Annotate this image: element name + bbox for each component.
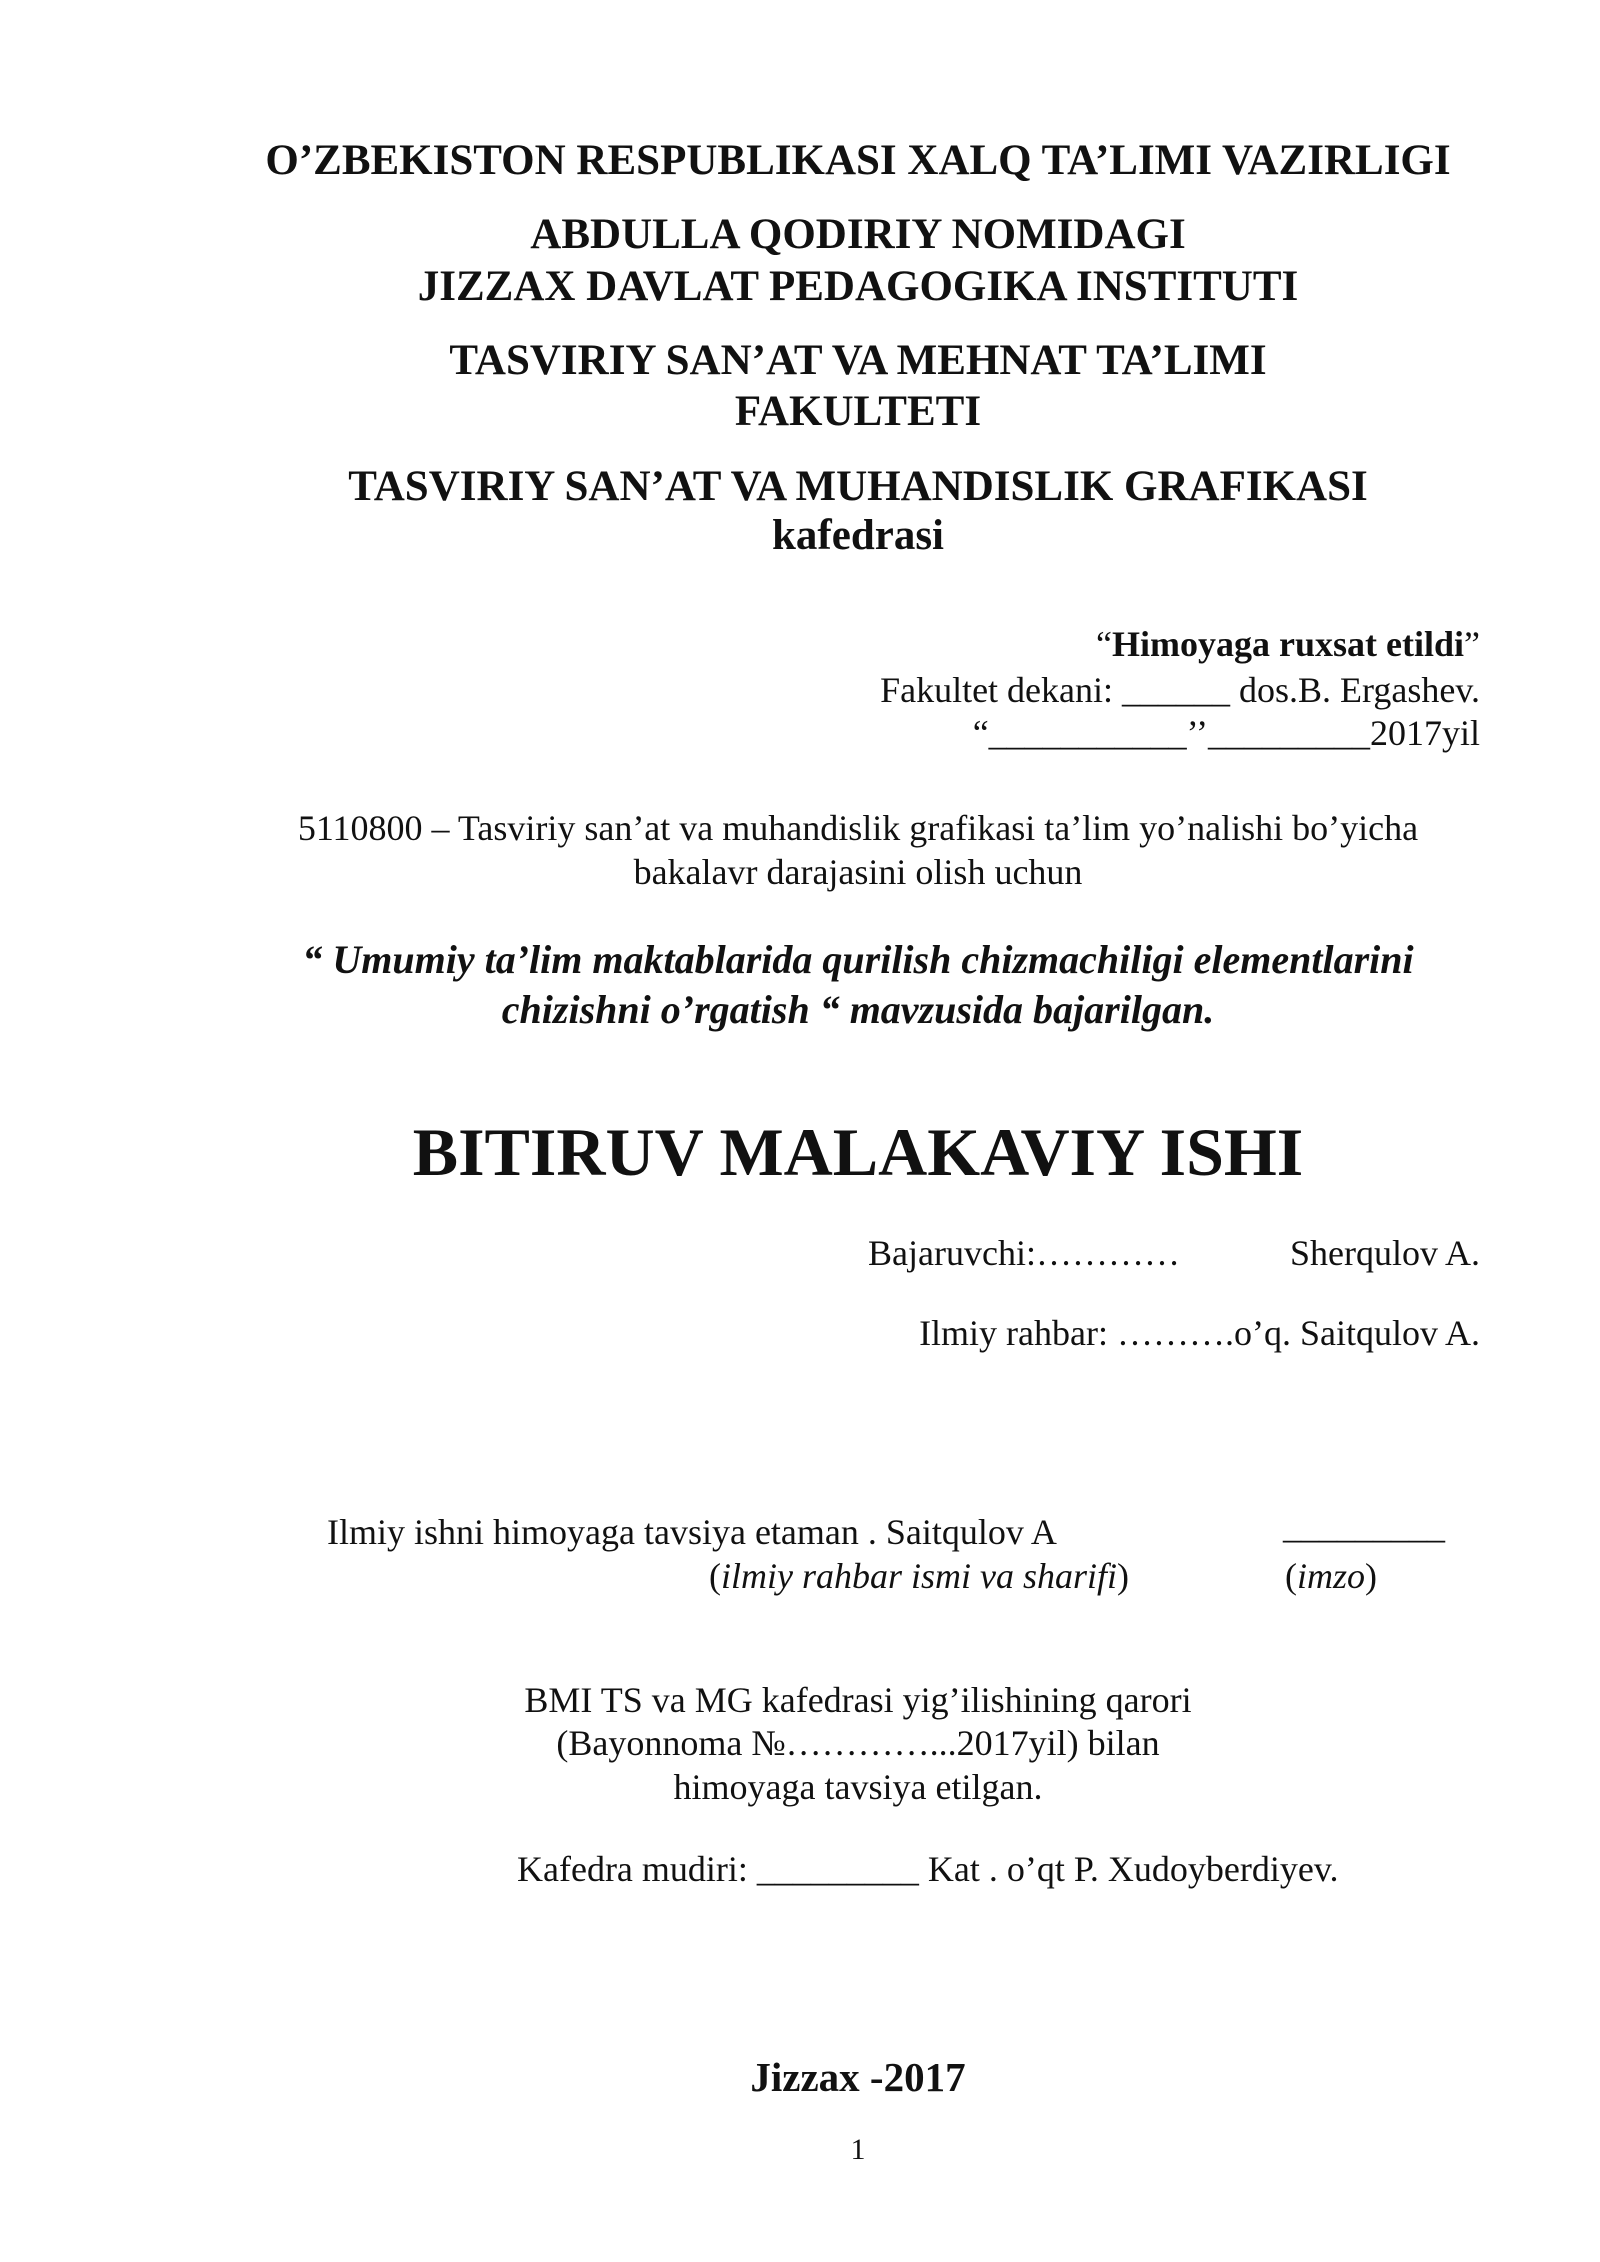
specialty-line2: bakalavr darajasini olish uchun — [633, 852, 1083, 892]
department-heading-line1: TASVIRIY SAN’AT VA MUHANDISLIK GRAFIKASI — [348, 463, 1368, 510]
executor-label: Bajaruvchi:………… — [868, 1233, 1180, 1273]
decision-line1: BMI TS va MG kafedrasi yig’ilishining qarori — [524, 1680, 1192, 1720]
executor-name: Sherqulov A. — [1289, 1233, 1480, 1273]
signature-caption: (imzo) — [1285, 1556, 1378, 1596]
approval-stamp — [1096, 626, 1480, 662]
ministry-heading: O’ZBEKISTON RESPUBLIKASI XALQ TA’LIMI VAZIRLIGI — [265, 137, 1451, 184]
approval-date-line: “___________’’_________2017yil — [972, 713, 1480, 753]
page-number: 1 — [850, 2133, 866, 2166]
department-heading-line2: kafedrasi — [772, 512, 944, 559]
specialty-line1: 5110800 – Tasviriy san’at va muhandislik grafikasi ta’lim yo’nalishi bo’yicha — [297, 808, 1419, 848]
signature-blank: _________ — [1283, 1506, 1445, 1546]
decision-line2: (Bayonnoma №…………...2017yil) bilan — [556, 1723, 1160, 1763]
faculty-heading-line1: TASVIRIY SAN’AT VA MEHNAT TA’LIMI — [449, 337, 1267, 384]
department-head-line: Kafedra mudiri: _________ Kat . o’qt P. Xudoyberdiyev. — [517, 1849, 1339, 1889]
institute-heading-line2: JIZZAX DAVLAT PEDAGOGIKA INSTITUTI — [417, 263, 1299, 310]
supervisor-name-caption: (ilmiy rahbar ismi va sharifi) — [709, 1556, 1130, 1596]
decision-line3: himoyaga tavsiya etilgan. — [673, 1767, 1043, 1807]
faculty-heading-line2: FAKULTETI — [734, 388, 982, 435]
dean-signature-line: Fakultet dekani: ______ dos.B. Ergashev. — [880, 670, 1480, 710]
city-year: Jizzax -2017 — [750, 2054, 966, 2100]
approval-open-quote: “ — [1096, 624, 1113, 664]
approval-phrase: Himoyaga ruxsat etildi — [1112, 624, 1465, 664]
approval-close-quote: ” — [1464, 624, 1480, 664]
topic-line2: chizishni o’rgatish “ mavzusida bajarilgan. — [501, 987, 1215, 1032]
institute-heading-line1: ABDULLA QODIRIY NOMIDAGI — [530, 211, 1186, 258]
work-title: BITIRUV MALAKAVIY ISHI — [412, 1114, 1304, 1190]
topic-line1: “ Umumiy ta’lim maktablarida qurilish chizmachiligi elementlarini — [302, 937, 1414, 982]
supervisor-line: Ilmiy rahbar: ……….o’q. Saitqulov A. — [919, 1313, 1480, 1353]
recommendation-text: Ilmiy ishni himoyaga tavsiya etaman . Saitqulov A — [327, 1512, 1057, 1552]
